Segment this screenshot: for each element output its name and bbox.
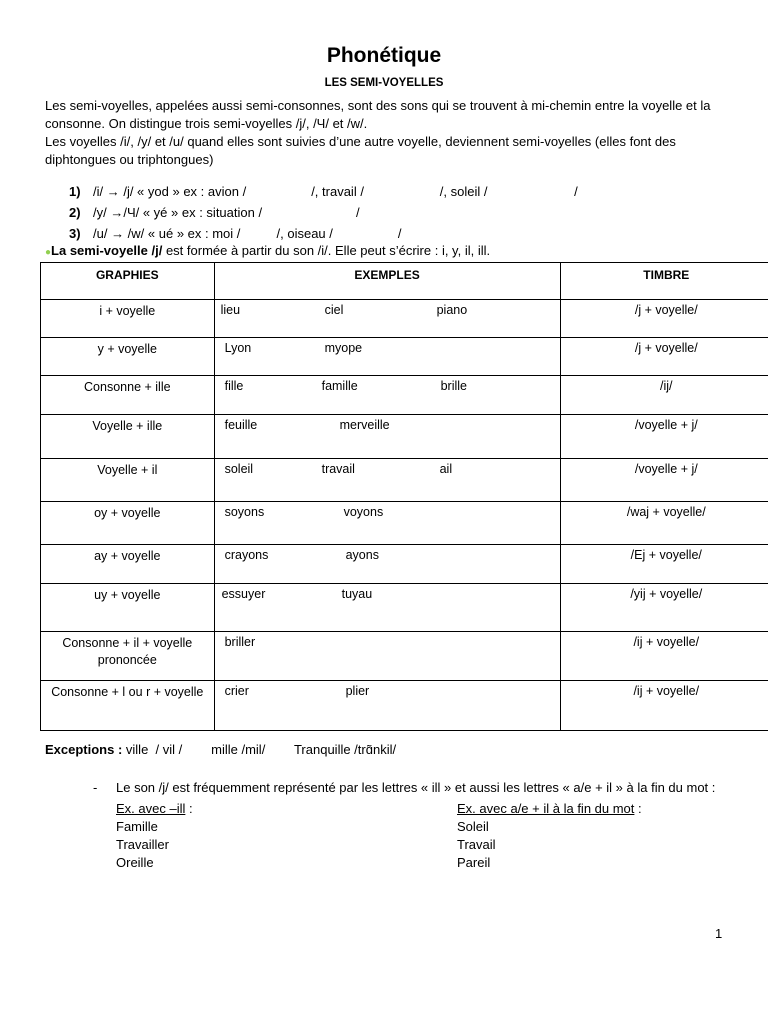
example-word: crayons <box>224 548 269 562</box>
timbre-cell: /ij + voyelle/ <box>560 632 768 681</box>
table-row <box>41 545 768 584</box>
exceptions-label: Exceptions : <box>45 742 123 757</box>
graphie-cell: Voyelle + ille <box>41 415 215 459</box>
example-word: plier <box>345 684 370 698</box>
list-item: Soleil <box>457 819 489 834</box>
timbre-cell: /voyelle + j/ <box>560 415 768 459</box>
example-word: voyons <box>343 505 384 519</box>
graphie-cell: Consonne + il + voyelle prononcée <box>41 632 215 681</box>
table-row <box>41 632 768 681</box>
example-word: piano <box>436 303 468 317</box>
timbre-cell: /ij/ <box>560 376 768 415</box>
list-item: Pareil <box>457 855 491 870</box>
example-word: fille <box>224 379 244 393</box>
graphies-table <box>40 262 768 731</box>
examples-cell <box>214 338 560 376</box>
graphie-cell: ay + voyelle <box>41 545 215 584</box>
page-title: Phonétique <box>326 44 442 67</box>
examples-cell <box>214 502 560 545</box>
table-row <box>41 681 768 731</box>
graphie-cell: uy + voyelle <box>41 584 215 632</box>
list-item: Famille <box>116 819 158 834</box>
list-item: Travailler <box>116 837 169 852</box>
rule-text: Le son /j/ est fréquemment représenté par les lettres « ill » et aussi les lettres « a/e + il » à la fin du mot : <box>116 780 716 795</box>
ae-il-examples <box>457 800 642 872</box>
table-header-row <box>41 263 768 300</box>
table-header-exemples: EXEMPLES <box>214 263 560 300</box>
exceptions-line <box>45 742 396 757</box>
example-word: ail <box>439 462 453 476</box>
graphie-cell: Consonne + ille <box>41 376 215 415</box>
examples-cell <box>214 415 560 459</box>
intro-paragraph-1: Les semi-voyelles, appelées aussi semi-consonnes, sont des sons qui se trouvent à mi-chemin entre la voyelle et la consonne. On distingue trois semi-voyelles /j/, /Ч/ et /w/. <box>45 98 711 131</box>
table-header-timbre: TIMBRE <box>560 263 768 300</box>
graphie-cell: Voyelle + il <box>41 459 215 502</box>
table-header-graphies: GRAPHIES <box>41 263 215 300</box>
example-word: essuyer <box>221 587 266 601</box>
page-number: 1 <box>715 926 723 941</box>
graphie-cell: oy + voyelle <box>41 502 215 545</box>
example-word: briller <box>224 635 256 649</box>
graphie-cell: i + voyelle <box>41 300 215 338</box>
table-row <box>41 300 768 338</box>
example-word: ciel <box>324 303 344 317</box>
graphie-cell: Consonne + l ou r + voyelle <box>41 681 215 731</box>
graphie-cell: y + voyelle <box>41 338 215 376</box>
timbre-cell: /j + voyelle/ <box>560 300 768 338</box>
timbre-cell: /ij + voyelle/ <box>560 681 768 731</box>
timbre-cell: /yij + voyelle/ <box>560 584 768 632</box>
examples-cell <box>214 376 560 415</box>
table-row <box>41 459 768 502</box>
table-row <box>41 376 768 415</box>
ae-il-examples-heading: Ex. avec a/e + il à la fin du mot : <box>457 801 642 816</box>
timbre-cell: /waj + voyelle/ <box>560 502 768 545</box>
yod-definition-bold: La semi-voyelle /j/ <box>51 243 163 258</box>
yod-definition-text: est formée à partir du son /i/. Elle peut s’écrire : i, y, il, ill. <box>162 243 491 258</box>
list-number: 1) <box>69 184 81 199</box>
list-text: /i/ → /j/ « yod » ex : avion / /, travail / /, soleil / / <box>93 184 578 199</box>
bullet-icon: ● <box>45 247 52 258</box>
rule-item <box>93 780 715 795</box>
timbre-cell: /j + voyelle/ <box>560 338 768 376</box>
example-word: tuyau <box>341 587 373 601</box>
example-word: merveille <box>339 418 390 432</box>
example-word: myope <box>324 341 363 355</box>
list-item: Oreille <box>116 855 154 870</box>
ill-examples <box>116 800 193 872</box>
example-word: brille <box>440 379 467 393</box>
example-word: lieu <box>220 303 241 317</box>
list-number: 3) <box>69 226 81 241</box>
examples-cell <box>214 545 560 584</box>
example-word: crier <box>224 684 249 698</box>
examples-cell <box>214 584 560 632</box>
example-word: ayons <box>345 548 379 562</box>
intro-paragraph-2: Les voyelles /i/, /y/ et /u/ quand elles sont suivies d’une autre voyelle, deviennent semi-voyelles (elles font des diphtongues ou triphtongues) <box>45 134 676 167</box>
timbre-cell: /voyelle + j/ <box>560 459 768 502</box>
table-row <box>41 584 768 632</box>
yod-definition <box>45 243 490 258</box>
intro-text <box>45 97 725 169</box>
table-row <box>41 502 768 545</box>
example-word: soleil <box>224 462 254 476</box>
list-text: /y/ →/Ч/ « yé » ex : situation / / <box>93 205 360 220</box>
example-word: famille <box>321 379 358 393</box>
examples-cell <box>214 459 560 502</box>
example-word: travail <box>321 462 355 476</box>
list-item: Travail <box>457 837 496 852</box>
example-word: soyons <box>224 505 265 519</box>
list-item <box>57 204 717 225</box>
ill-examples-heading: Ex. avec –ill : <box>116 801 193 816</box>
page-subtitle: LES SEMI-VOYELLES <box>324 77 444 89</box>
example-word: feuille <box>224 418 258 432</box>
table-row <box>41 338 768 376</box>
list-item <box>57 183 717 204</box>
list-number: 2) <box>69 205 81 220</box>
examples-cell <box>214 632 560 681</box>
exceptions-text: ville / vil / mille /mil/ Tranquille /trɑ̃nkil/ <box>122 742 397 757</box>
example-word: Lyon <box>224 341 252 355</box>
list-text: /u/ → /w/ « ué » ex : moi / /, oiseau / / <box>93 226 402 241</box>
numbered-list <box>57 183 717 246</box>
dash-bullet-icon: - <box>93 780 98 795</box>
timbre-cell: /Ej + voyelle/ <box>560 545 768 584</box>
examples-cell <box>214 300 560 338</box>
examples-cell <box>214 681 560 731</box>
table-row <box>41 415 768 459</box>
